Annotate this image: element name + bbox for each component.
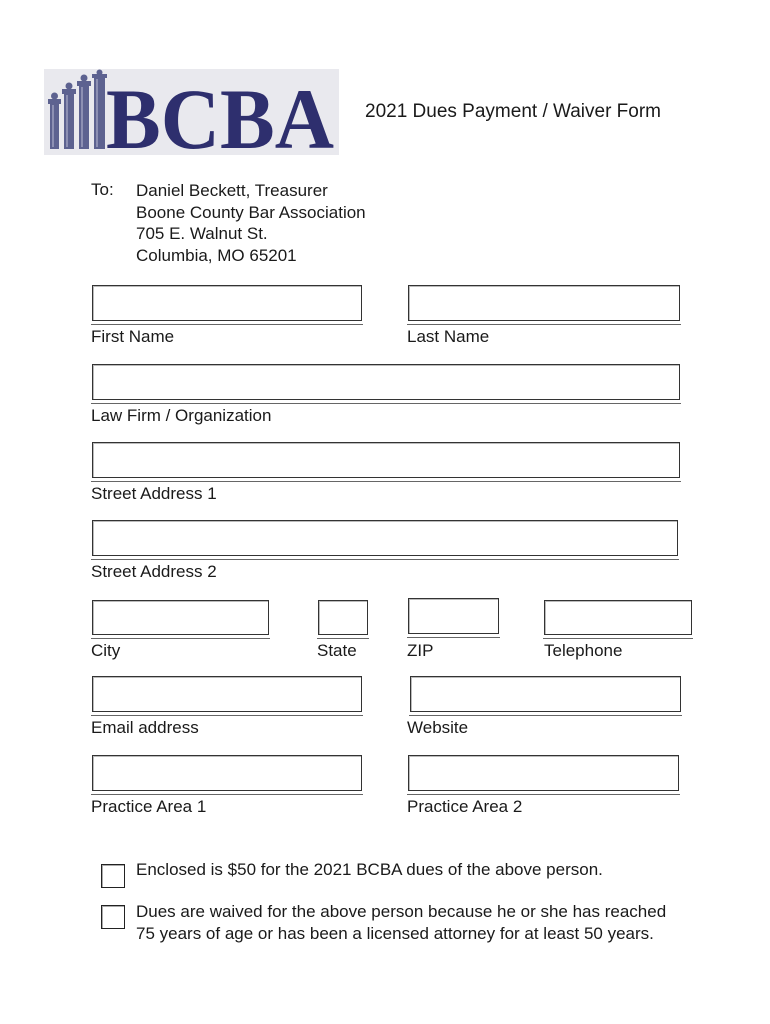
first-name-field[interactable]: [92, 285, 362, 321]
street-address-1-label: Street Address 1: [91, 484, 217, 503]
first-name-label: First Name: [91, 327, 175, 346]
law-firm-field[interactable]: [92, 364, 680, 400]
zip-input[interactable]: [409, 599, 498, 633]
street-address-2-label: Street Address 2: [91, 562, 217, 581]
state-label: State: [317, 641, 357, 660]
practice-area-1-field[interactable]: [92, 755, 362, 791]
telephone-field[interactable]: [544, 600, 692, 635]
state-input[interactable]: [319, 601, 367, 634]
email-input[interactable]: [93, 677, 361, 711]
recipient-name: Daniel Beckett, Treasurer: [136, 181, 328, 200]
telephone-label: Telephone: [544, 641, 623, 660]
enclosed-payment-text: Enclosed is $50 for the 2021 BCBA dues of the above person.: [136, 860, 603, 879]
street-address-1-input[interactable]: [93, 443, 679, 477]
dues-waived-line-1: Dues are waived for the above person because he or she has reached: [136, 902, 667, 921]
email-label: Email address: [91, 718, 199, 737]
form-title: 2021 Dues Payment / Waiver Form: [365, 101, 662, 122]
dues-waived-line-2: 75 years of age or has been a licensed attorney for at least 50 years.: [136, 924, 654, 943]
recipient-organization: Boone County Bar Association: [136, 202, 366, 222]
practice-area-2-field[interactable]: [408, 755, 679, 791]
practice-area-1-input[interactable]: [93, 756, 361, 790]
last-name-label: Last Name: [407, 327, 490, 346]
city-input[interactable]: [93, 601, 268, 634]
website-field[interactable]: [410, 676, 681, 712]
street-address-1-field[interactable]: [92, 442, 680, 478]
telephone-input[interactable]: [545, 601, 691, 634]
dues-waived-text: [136, 901, 666, 945]
law-firm-label: Law Firm / Organization: [91, 406, 272, 425]
last-name-field[interactable]: [408, 285, 680, 321]
state-field[interactable]: [318, 600, 368, 635]
street-address-2-input[interactable]: [93, 521, 677, 555]
recipient-city: Columbia, MO 65201: [136, 245, 297, 265]
website-input[interactable]: [411, 677, 680, 711]
city-field[interactable]: [92, 600, 269, 635]
recipient-address: [136, 180, 366, 266]
practice-area-1-label: Practice Area 1: [91, 797, 207, 816]
last-name-input[interactable]: [409, 286, 679, 320]
to-label: To:: [91, 180, 114, 199]
first-name-input[interactable]: [93, 286, 361, 320]
city-label: City: [91, 641, 121, 660]
street-address-2-field[interactable]: [92, 520, 678, 556]
bcba-logo: [44, 69, 339, 155]
logo-text: BCBA: [106, 71, 334, 155]
practice-area-2-label: Practice Area 2: [407, 797, 523, 816]
zip-label: ZIP: [407, 641, 434, 660]
recipient-street: 705 E. Walnut St.: [136, 224, 268, 243]
website-label: Website: [407, 718, 469, 737]
enclosed-payment-checkbox[interactable]: [101, 864, 125, 888]
dues-waived-checkbox[interactable]: [101, 905, 125, 929]
email-field[interactable]: [92, 676, 362, 712]
zip-field[interactable]: [408, 598, 499, 634]
practice-area-2-input[interactable]: [409, 756, 678, 790]
law-firm-input[interactable]: [93, 365, 679, 399]
